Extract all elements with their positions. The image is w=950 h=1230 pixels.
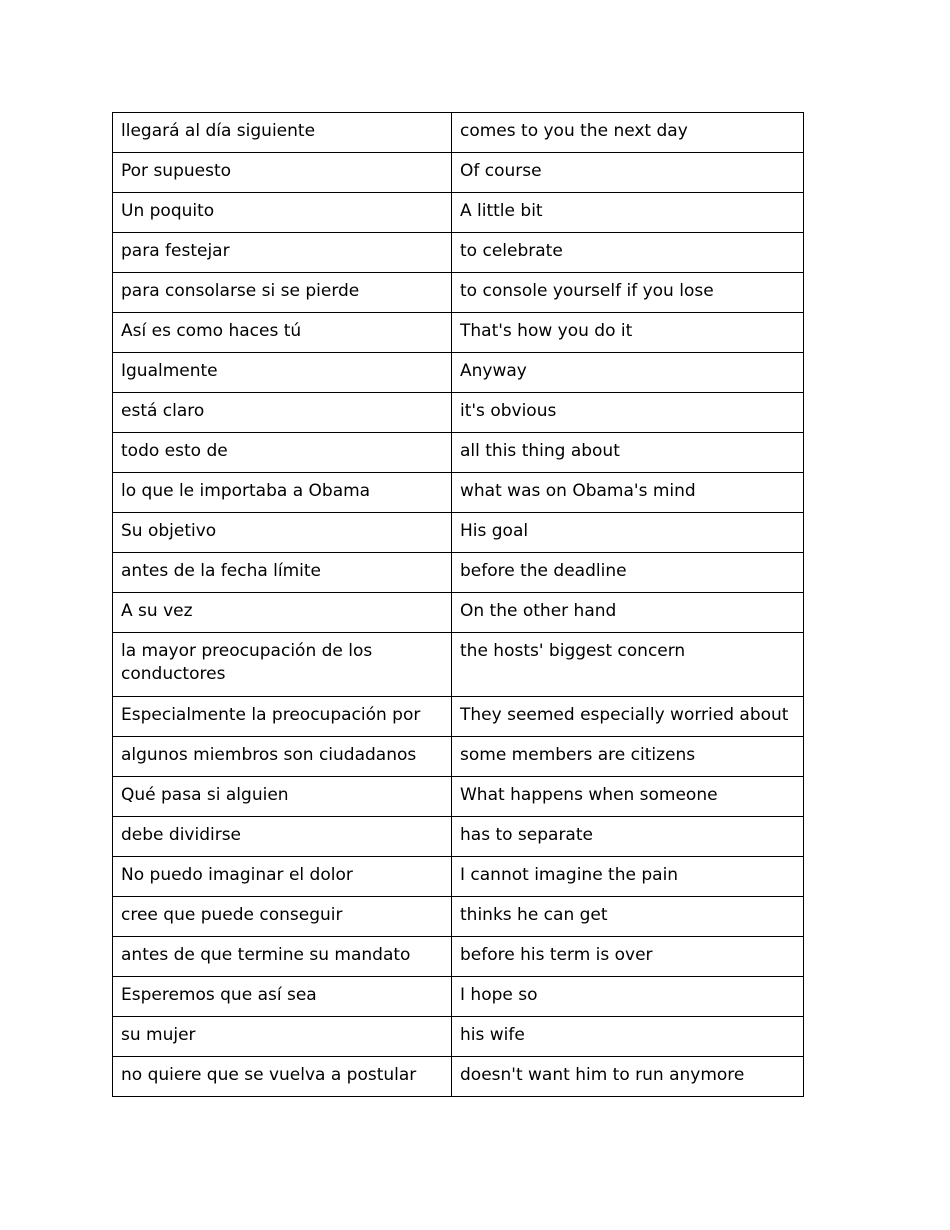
table-row xyxy=(113,633,804,697)
table-row xyxy=(113,353,804,393)
english-translation: it's obvious xyxy=(452,393,804,433)
spanish-phrase: antes de que termine su mandato xyxy=(113,937,452,977)
spanish-phrase: Por supuesto xyxy=(113,153,452,193)
english-translation: has to separate xyxy=(452,817,804,857)
spanish-phrase: Qué pasa si alguien xyxy=(113,777,452,817)
table-row xyxy=(113,1057,804,1097)
spanish-phrase: para consolarse si se pierde xyxy=(113,273,452,313)
table-row xyxy=(113,433,804,473)
table-row xyxy=(113,1017,804,1057)
spanish-phrase: Su objetivo xyxy=(113,513,452,553)
spanish-phrase: debe dividirse xyxy=(113,817,452,857)
spanish-phrase: A su vez xyxy=(113,593,452,633)
table-row xyxy=(113,193,804,233)
english-translation: doesn't want him to run anymore xyxy=(452,1057,804,1097)
table-row xyxy=(113,593,804,633)
table-row xyxy=(113,897,804,937)
table-row xyxy=(113,153,804,193)
english-translation: That's how you do it xyxy=(452,313,804,353)
table-row xyxy=(113,817,804,857)
english-translation: Of course xyxy=(452,153,804,193)
english-translation: They seemed especially worried about xyxy=(452,697,804,737)
english-translation: What happens when someone xyxy=(452,777,804,817)
spanish-phrase: Igualmente xyxy=(113,353,452,393)
english-translation: his wife xyxy=(452,1017,804,1057)
english-translation: some members are citizens xyxy=(452,737,804,777)
spanish-phrase: para festejar xyxy=(113,233,452,273)
table-row xyxy=(113,857,804,897)
table-row xyxy=(113,697,804,737)
table-row xyxy=(113,737,804,777)
english-translation: comes to you the next day xyxy=(452,113,804,153)
english-translation: all this thing about xyxy=(452,433,804,473)
english-translation: before his term is over xyxy=(452,937,804,977)
spanish-phrase: está claro xyxy=(113,393,452,433)
table-row xyxy=(113,313,804,353)
spanish-phrase: No puedo imaginar el dolor xyxy=(113,857,452,897)
table-row xyxy=(113,513,804,553)
vocabulary-table xyxy=(112,112,804,1097)
spanish-phrase: llegará al día siguiente xyxy=(113,113,452,153)
table-row xyxy=(113,233,804,273)
spanish-phrase: Así es como haces tú xyxy=(113,313,452,353)
spanish-phrase: Especialmente la preocupación por xyxy=(113,697,452,737)
english-translation: to celebrate xyxy=(452,233,804,273)
table-row xyxy=(113,393,804,433)
spanish-phrase: lo que le importaba a Obama xyxy=(113,473,452,513)
english-translation: Anyway xyxy=(452,353,804,393)
english-translation: the hosts' biggest concern xyxy=(452,633,804,697)
spanish-phrase: no quiere que se vuelva a postular xyxy=(113,1057,452,1097)
table-row xyxy=(113,777,804,817)
english-translation: A little bit xyxy=(452,193,804,233)
spanish-phrase: la mayor preocupación de los conductores xyxy=(113,633,452,697)
table-row xyxy=(113,937,804,977)
spanish-phrase: todo esto de xyxy=(113,433,452,473)
english-translation: before the deadline xyxy=(452,553,804,593)
english-translation: I hope so xyxy=(452,977,804,1017)
spanish-phrase: algunos miembros son ciudadanos xyxy=(113,737,452,777)
english-translation: to console yourself if you lose xyxy=(452,273,804,313)
english-translation: thinks he can get xyxy=(452,897,804,937)
english-translation: I cannot imagine the pain xyxy=(452,857,804,897)
english-translation: On the other hand xyxy=(452,593,804,633)
english-translation: His goal xyxy=(452,513,804,553)
table-row xyxy=(113,113,804,153)
spanish-phrase: su mujer xyxy=(113,1017,452,1057)
spanish-phrase: antes de la fecha límite xyxy=(113,553,452,593)
spanish-phrase: Un poquito xyxy=(113,193,452,233)
table-row xyxy=(113,553,804,593)
table-row xyxy=(113,977,804,1017)
table-row xyxy=(113,273,804,313)
spanish-phrase: cree que puede conseguir xyxy=(113,897,452,937)
english-translation: what was on Obama's mind xyxy=(452,473,804,513)
spanish-phrase: Esperemos que así sea xyxy=(113,977,452,1017)
table-row xyxy=(113,473,804,513)
